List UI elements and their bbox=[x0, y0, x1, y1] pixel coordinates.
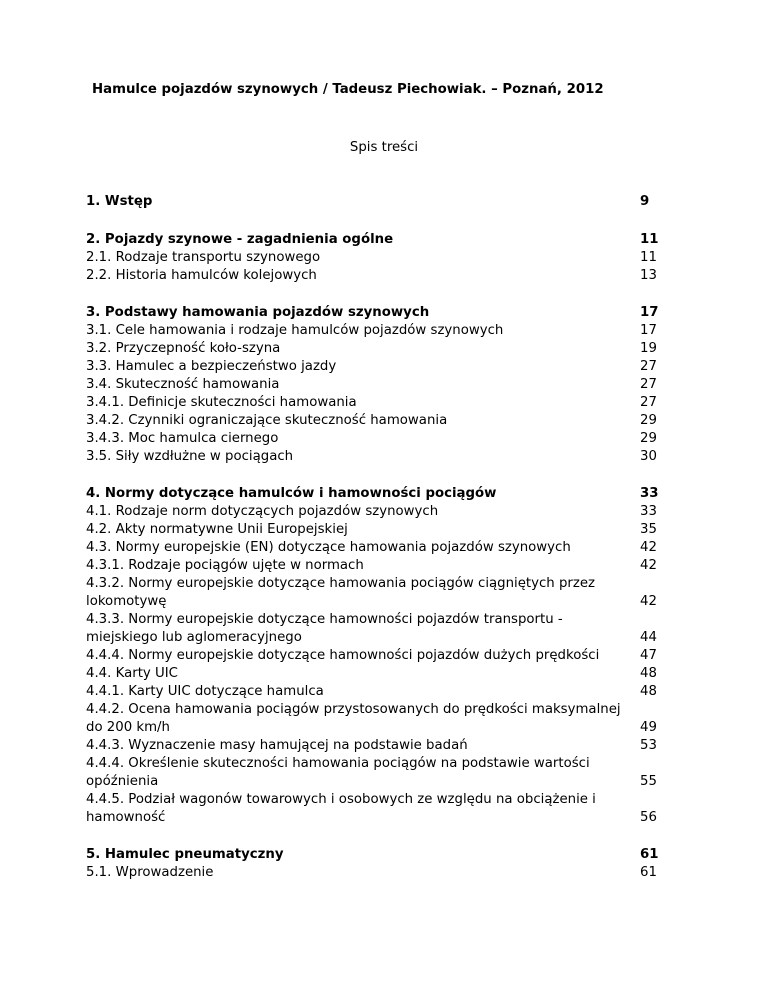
toc-entry-label: 4.4.3. Wyznaczenie masy hamującej na podstawie badań bbox=[86, 738, 468, 753]
toc-chapter-row bbox=[86, 231, 666, 249]
toc-entry-label: 4.3.1. Rodzaje pociągów ujęte w normach bbox=[86, 558, 364, 573]
toc-entry-row bbox=[86, 340, 666, 358]
toc-entry-row bbox=[86, 647, 666, 665]
toc-entry-row bbox=[86, 521, 666, 539]
toc-page-number: 61 bbox=[640, 847, 659, 862]
toc-page-number: 42 bbox=[640, 540, 657, 555]
toc-entry-label: 4.4.4. Normy europejskie dotyczące hamowności pojazdów dużych prędkości bbox=[86, 648, 600, 663]
toc-page-number: 29 bbox=[640, 431, 657, 446]
toc-entry-row bbox=[86, 611, 666, 647]
toc-chapter-row bbox=[86, 485, 666, 503]
toc-section bbox=[86, 193, 666, 211]
toc-entry-row bbox=[86, 665, 666, 683]
toc-page-number: 56 bbox=[640, 810, 657, 825]
toc-entry-label: 4.3.3. Normy europejskie dotyczące hamowności pojazdów transportu - miejskiego lub aglomeracyjnego bbox=[86, 612, 563, 645]
toc-page-number: 11 bbox=[640, 250, 657, 265]
toc-chapter-title: 2. Pojazdy szynowe - zagadnienia ogólne bbox=[86, 232, 394, 247]
toc-page-number: 9 bbox=[640, 194, 650, 209]
toc-entry-label: 4.3. Normy europejskie (EN) dotyczące hamowania pojazdów szynowych bbox=[86, 540, 571, 555]
toc-page-number: 53 bbox=[640, 738, 657, 753]
toc-section bbox=[86, 485, 666, 827]
toc-page-number: 49 bbox=[640, 720, 657, 735]
toc-section bbox=[86, 846, 666, 882]
toc-entry-label: 4.1. Rodzaje norm dotyczących pojazdów szynowych bbox=[86, 504, 439, 519]
toc-page-number: 35 bbox=[640, 522, 657, 537]
toc-chapter-title: 1. Wstęp bbox=[86, 194, 153, 209]
toc-entry-row bbox=[86, 737, 666, 755]
toc-entry-row bbox=[86, 394, 666, 412]
toc-entry-row bbox=[86, 267, 666, 285]
toc-page-number: 27 bbox=[640, 377, 657, 392]
toc-entry-label: 4.4.1. Karty UIC dotyczące hamulca bbox=[86, 684, 324, 699]
toc-entry-label: 4.4.5. Podział wagonów towarowych i osobowych ze względu na obciążenie i hamowność bbox=[86, 792, 596, 825]
toc-entry-label: 3.3. Hamulec a bezpieczeństwo jazdy bbox=[86, 359, 337, 374]
toc-section bbox=[86, 231, 666, 285]
toc-entry-row bbox=[86, 575, 666, 611]
toc-page-number: 27 bbox=[640, 359, 657, 374]
table-of-contents bbox=[86, 193, 666, 901]
toc-chapter-title: 4. Normy dotyczące hamulców i hamowności pociągów bbox=[86, 486, 497, 501]
toc-page-number: 55 bbox=[640, 774, 657, 789]
toc-entry-label: 4.4.4. Określenie skuteczności hamowania pociągów na podstawie wartości opóźnienia bbox=[86, 756, 590, 789]
toc-entry-row bbox=[86, 539, 666, 557]
toc-entry-row bbox=[86, 430, 666, 448]
document-header: Hamulce pojazdów szynowych / Tadeusz Piechowiak. – Poznań, 2012 bbox=[92, 82, 604, 97]
toc-entry-label: 4.4.2. Ocena hamowania pociągów przystosowanych do prędkości maksymalnej do 200 km/h bbox=[86, 702, 621, 735]
toc-page-number: 33 bbox=[640, 504, 657, 519]
toc-entry-row bbox=[86, 755, 666, 791]
toc-entry-row bbox=[86, 412, 666, 430]
toc-page-number: 19 bbox=[640, 341, 657, 356]
toc-entry-label: 4.3.2. Normy europejskie dotyczące hamowania pociągów ciągniętych przez lokomotywę bbox=[86, 576, 596, 609]
toc-entry-label: 4.4. Karty UIC bbox=[86, 666, 178, 681]
toc-entry-label: 3.5. Siły wzdłużne w pociągach bbox=[86, 449, 294, 464]
toc-entry-label: 5.1. Wprowadzenie bbox=[86, 865, 214, 880]
toc-chapter-title: 5. Hamulec pneumatyczny bbox=[86, 847, 284, 862]
toc-page-number: 48 bbox=[640, 666, 657, 681]
toc-entry-row bbox=[86, 448, 666, 466]
toc-title: Spis treści bbox=[349, 140, 419, 155]
toc-page-number: 11 bbox=[640, 232, 659, 247]
toc-entry-row bbox=[86, 503, 666, 521]
toc-page-number: 30 bbox=[640, 449, 657, 464]
toc-entry-label: 3.4.1. Definicje skuteczności hamowania bbox=[86, 395, 357, 410]
toc-entry-row bbox=[86, 322, 666, 340]
toc-page-number: 42 bbox=[640, 558, 657, 573]
toc-entry-label: 2.1. Rodzaje transportu szynowego bbox=[86, 250, 321, 265]
toc-page-number: 61 bbox=[640, 865, 657, 880]
toc-page-number: 44 bbox=[640, 630, 657, 645]
toc-entry-row bbox=[86, 249, 666, 267]
toc-chapter-row bbox=[86, 193, 666, 211]
toc-entry-row bbox=[86, 358, 666, 376]
toc-page-number: 33 bbox=[640, 486, 659, 501]
toc-page-number: 47 bbox=[640, 648, 657, 663]
toc-chapter-title: 3. Podstawy hamowania pojazdów szynowych bbox=[86, 305, 430, 320]
toc-entry-row bbox=[86, 376, 666, 394]
toc-entry-label: 3.4.3. Moc hamulca ciernego bbox=[86, 431, 279, 446]
toc-entry-row bbox=[86, 791, 666, 827]
toc-page-number: 27 bbox=[640, 395, 657, 410]
toc-page-number: 17 bbox=[640, 305, 659, 320]
toc-page-number: 13 bbox=[640, 268, 657, 283]
toc-page-number: 42 bbox=[640, 594, 657, 609]
toc-page-number: 48 bbox=[640, 684, 657, 699]
toc-entry-label: 3.1. Cele hamowania i rodzaje hamulców pojazdów szynowych bbox=[86, 323, 504, 338]
toc-entry-label: 4.2. Akty normatywne Unii Europejskiej bbox=[86, 522, 348, 537]
toc-page-number: 29 bbox=[640, 413, 657, 428]
toc-entry-row bbox=[86, 701, 666, 737]
toc-entry-row bbox=[86, 557, 666, 575]
toc-entry-label: 3.4. Skuteczność hamowania bbox=[86, 377, 280, 392]
toc-chapter-row bbox=[86, 846, 666, 864]
toc-entry-label: 2.2. Historia hamulców kolejowych bbox=[86, 268, 317, 283]
toc-entry-row bbox=[86, 683, 666, 701]
toc-page-number: 17 bbox=[640, 323, 657, 338]
toc-entry-label: 3.2. Przyczepność koło-szyna bbox=[86, 341, 281, 356]
toc-section bbox=[86, 304, 666, 466]
toc-entry-row bbox=[86, 864, 666, 882]
toc-chapter-row bbox=[86, 304, 666, 322]
toc-entry-label: 3.4.2. Czynniki ograniczające skuteczność hamowania bbox=[86, 413, 448, 428]
